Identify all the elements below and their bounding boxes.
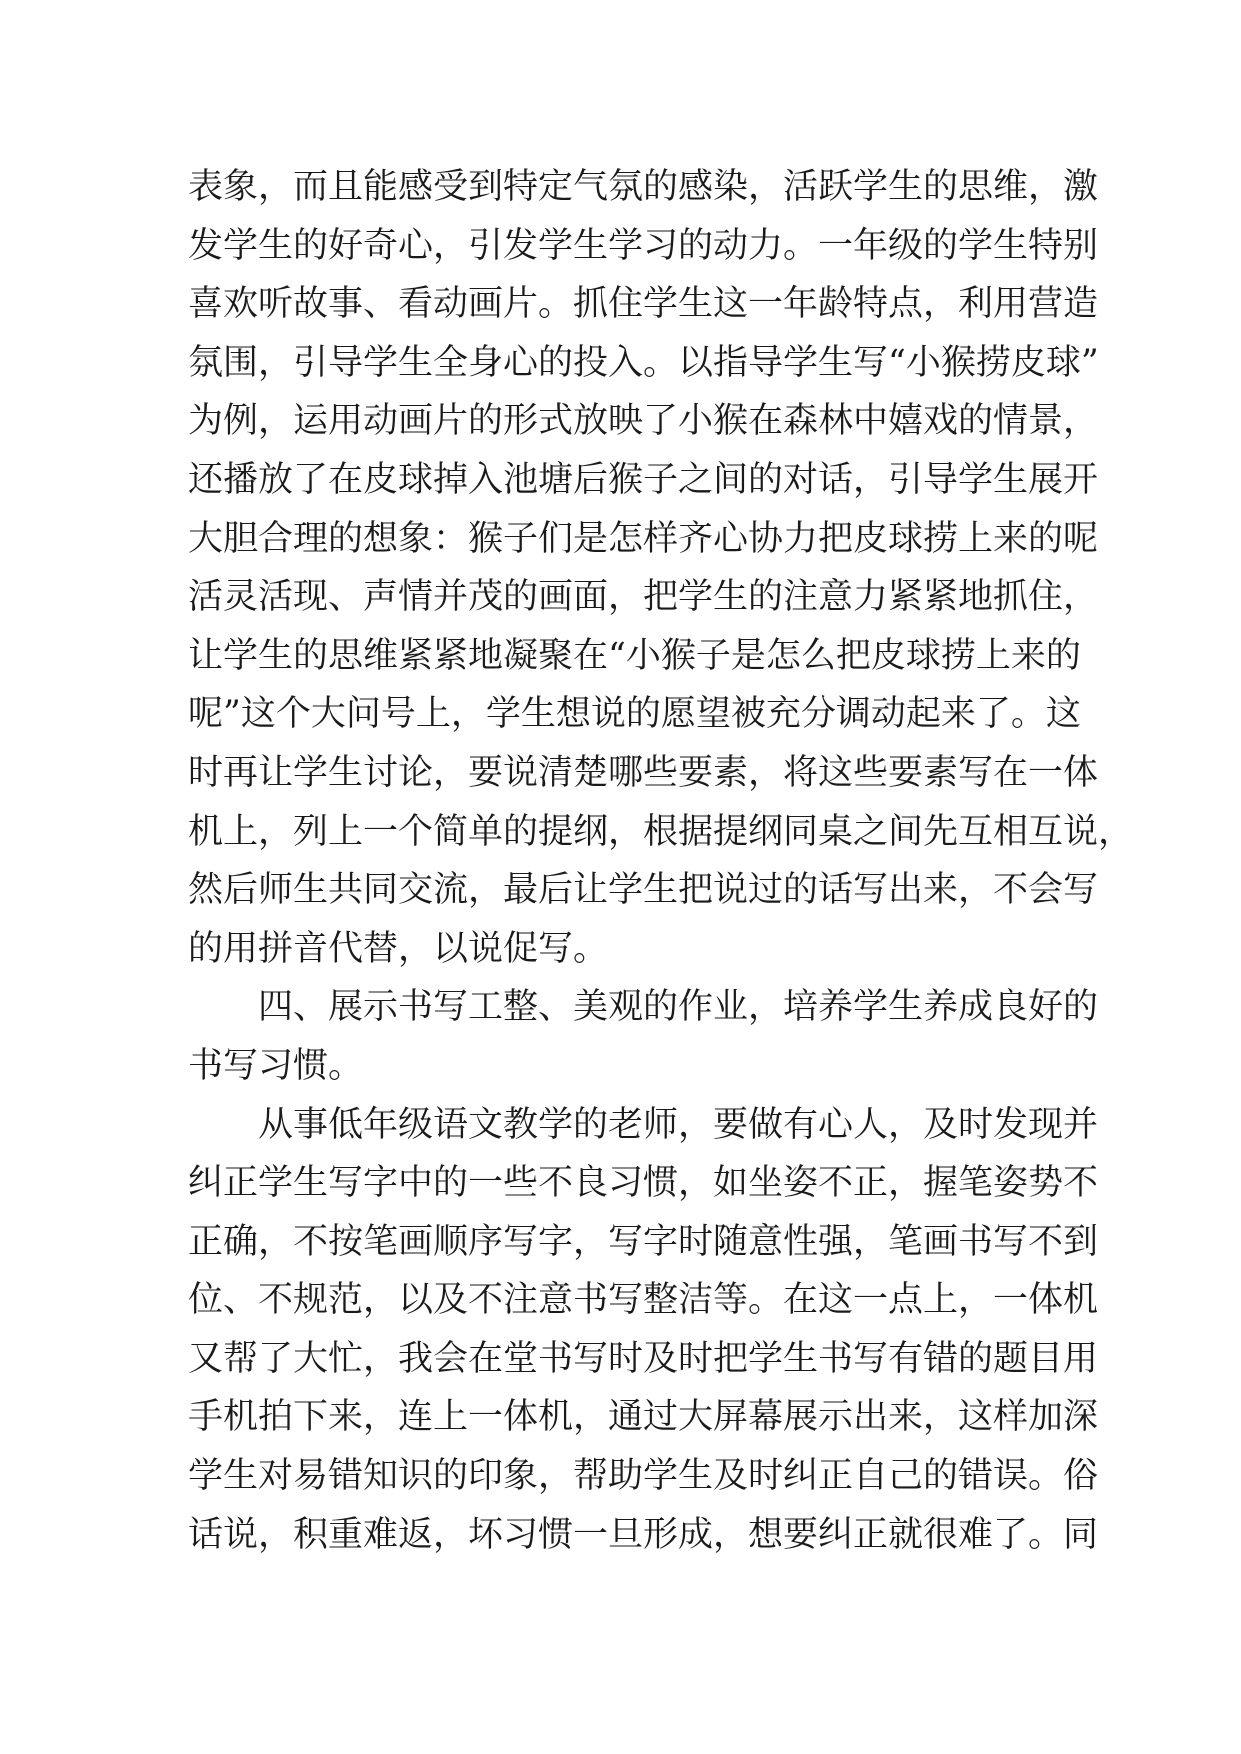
text-line: 让学生的思维紧紧地凝聚在“小猴子是怎么把皮球捞上来的 (188, 635, 1081, 676)
body-text (188, 158, 1134, 1564)
text-line: 话说，积重难返，坏习惯一旦形成，想要纠正就很难了。同 (188, 1514, 1099, 1555)
text-line: 还播放了在皮球掉入池塘后猴子之间的对话，引导学生展开 (188, 459, 1099, 500)
text-line: 喜欢听故事、看动画片。抓住学生这一年龄特点，利用营造 (188, 284, 1099, 325)
text-line: 表象，而且能感受到特定气氛的感染，活跃学生的思维，激 (188, 167, 1099, 207)
text-line: 纠正学生写字中的一些不良习惯，如坐姿不正，握笔姿势不 (188, 1163, 1099, 1204)
text-line: 从事低年级语文教学的老师，要做有心人，及时发现并 (258, 1104, 1099, 1145)
text-line: 氛围，引导学生全身心的投入。以指导学生写“小猴捞皮球” (188, 342, 1099, 383)
text-line: 又帮了大忙，我会在堂书写时及时把学生书写有错的题目用 (188, 1338, 1099, 1379)
text-line: 正确，不按笔画顺序写字，写字时随意性强，笔画书写不到 (188, 1221, 1099, 1262)
text-line: 手机拍下来，连上一体机，通过大屏幕展示出来，这样加深 (188, 1397, 1099, 1438)
text-line: 大胆合理的想象：猴子们是怎样齐心协力把皮球捞上来的呢 (188, 518, 1099, 559)
text-line: 位、不规范，以及不注意书写整洁等。在这一点上，一体机 (188, 1280, 1099, 1321)
text-line: 时再让学生讨论，要说清楚哪些要素，将这些要素写在一体 (188, 752, 1099, 793)
text-line: 的用拼音代替，以说促写。 (188, 928, 609, 969)
text-line: 发学生的好奇心，引发学生学习的动力。一年级的学生特别 (188, 225, 1099, 266)
text-line: 然后师生共同交流，最后让学生把说过的话写出来，不会写 (188, 870, 1099, 911)
text-line: 活灵活现、声情并茂的画面，把学生的注意力紧紧地抓住， (188, 577, 1099, 618)
text-line: 机上，列上一个简单的提纲，根据提纲同桌之间先互相互说， (188, 811, 1134, 852)
section-heading-line: 书写习惯。 (188, 1045, 364, 1086)
text-line: 为例，运用动画片的形式放映了小猴在森林中嬉戏的情景， (188, 401, 1099, 442)
text-line: 学生对易错知识的印象，帮助学生及时纠正自己的错误。俗 (188, 1456, 1099, 1497)
section-heading-line: 四、展示书写工整、美观的作业，培养学生养成良好的 (258, 987, 1099, 1028)
text-line: 呢”这个大问号上，学生想说的愿望被充分调动起来了。这 (188, 694, 1081, 735)
